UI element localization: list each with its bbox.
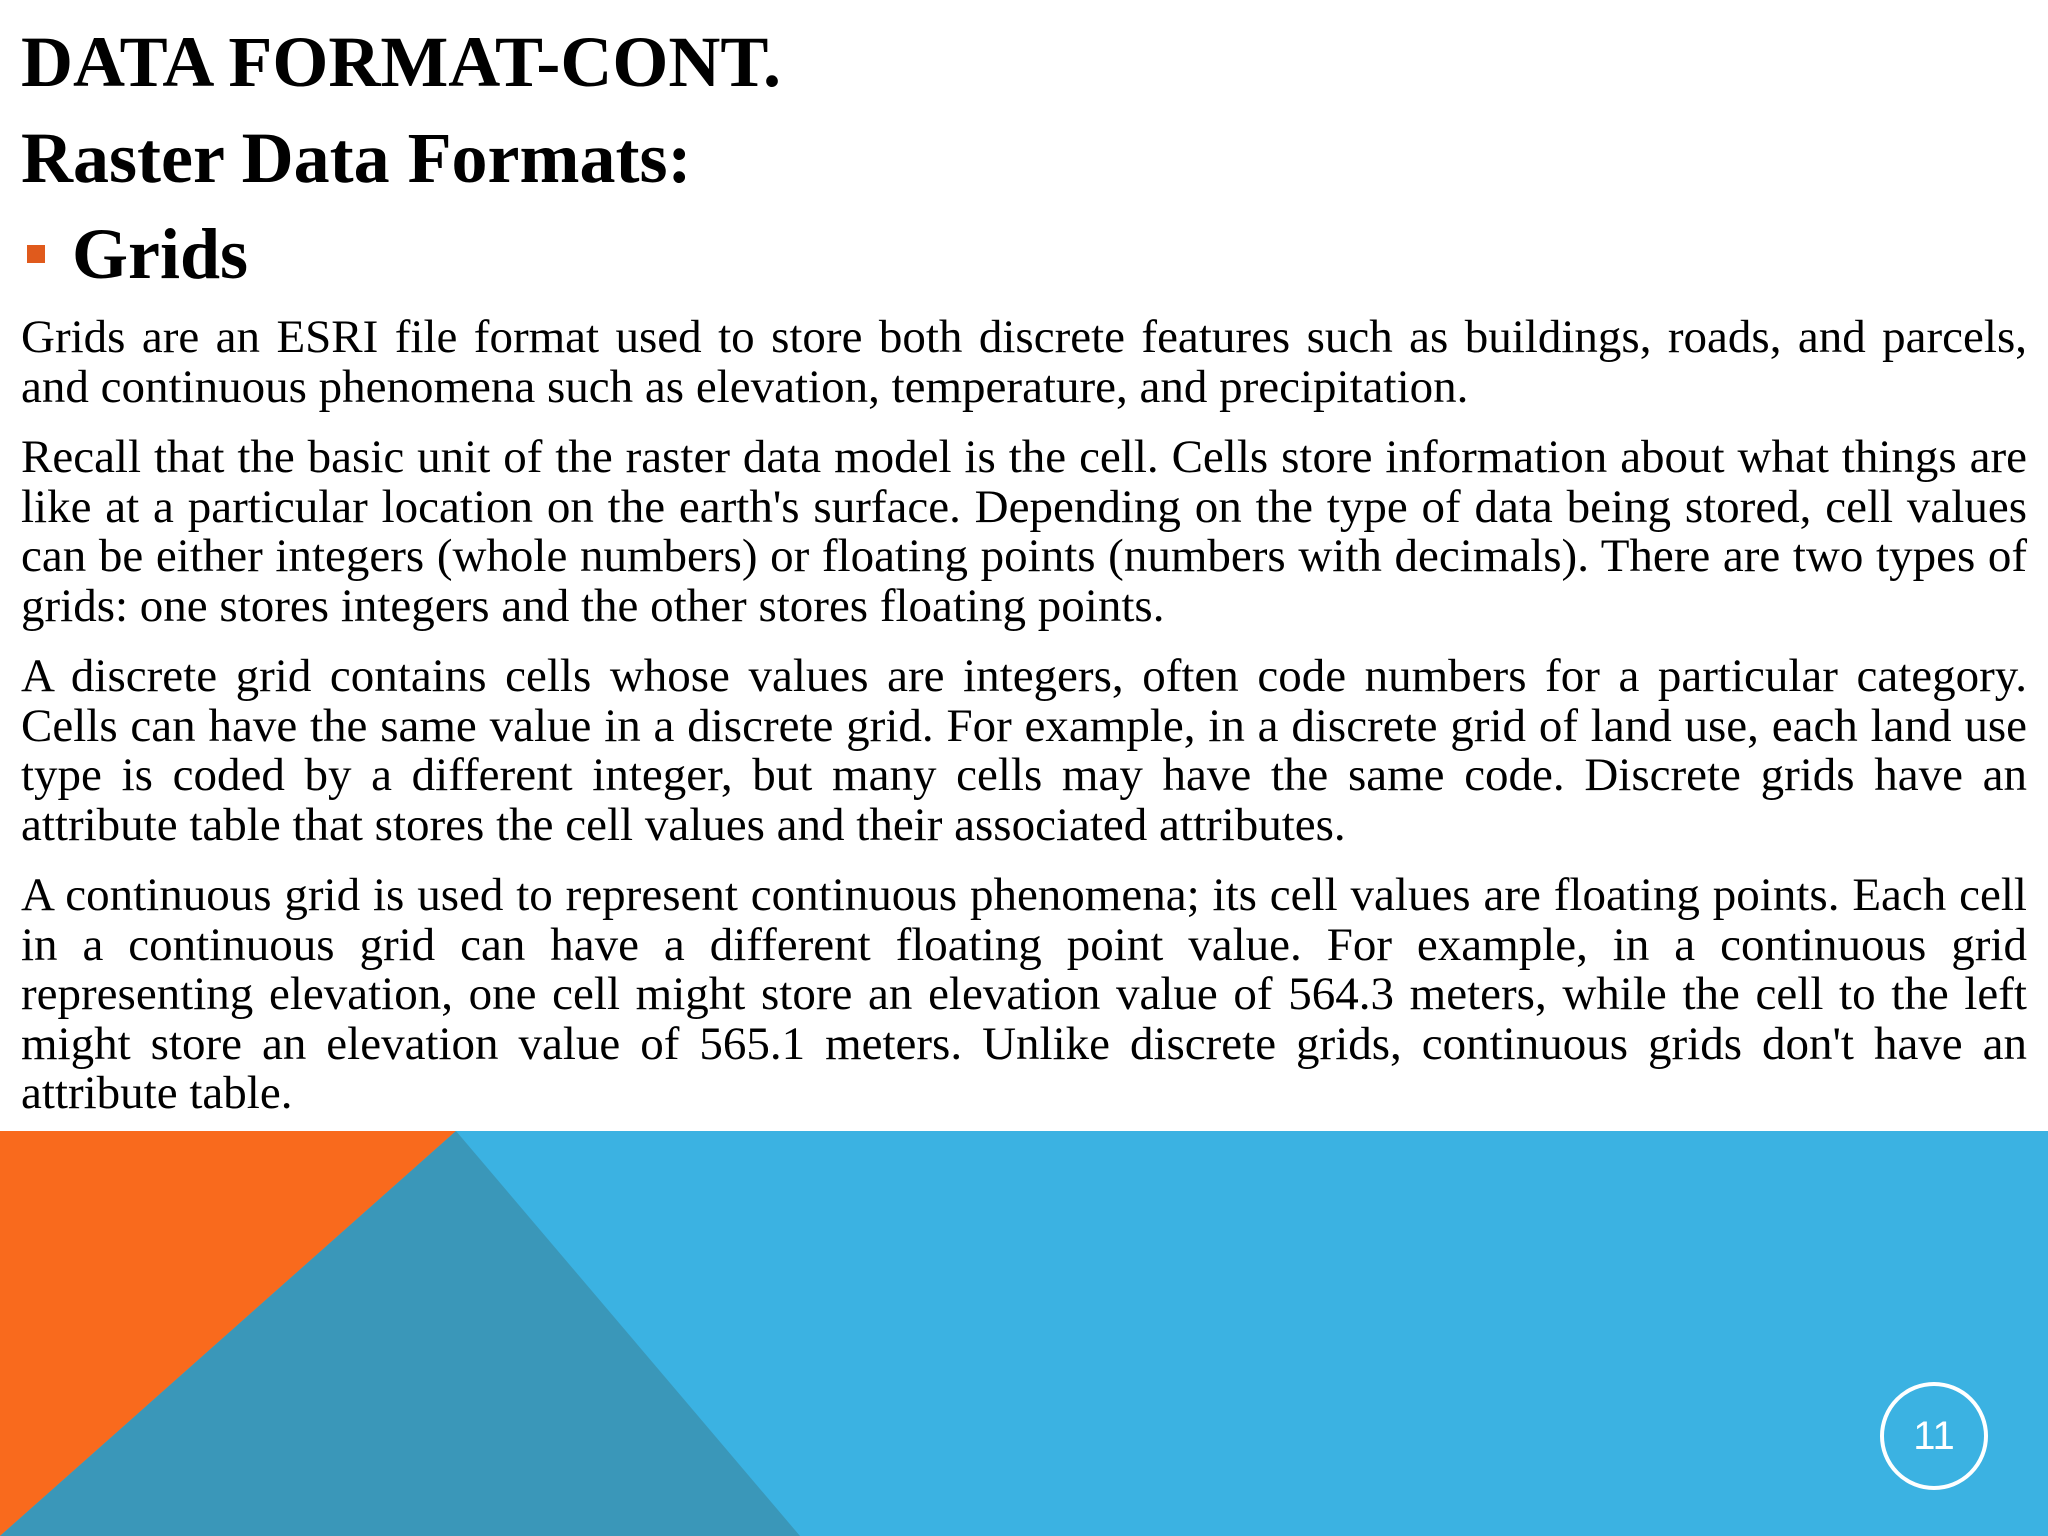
- slide-content: [21, 14, 2027, 1140]
- slide-title: DATA FORMAT-CONT.: [21, 22, 782, 102]
- page-number-badge: 11: [1880, 1382, 1988, 1490]
- slide-subtitle: Raster Data Formats:: [21, 118, 692, 198]
- square-bullet-icon: [27, 245, 45, 263]
- body-text: [21, 313, 2027, 1119]
- bullet-heading: Grids: [72, 214, 249, 294]
- decorative-footer: [0, 1131, 2048, 1536]
- paragraph-3: A discrete grid contains cells whose values are integers, often code numbers for a particular category. Cells can have the same value in a discrete grid. For example, in a discrete grid of land use, each land use type is coded by a different integer, but many cells may have the same code. Discrete grids have an attribute table that stores the cell values and their associated attributes.: [21, 650, 2027, 851]
- footer-shapes: [0, 1131, 2048, 1536]
- paragraph-2: Recall that the basic unit of the raster data model is the cell. Cells store information about what things are like at a particular location on the earth's surface. Depending on the type of data being stored, cell values can be either integers (whole numbers) or floating points (numbers with decimals). There are two types of grids: one stores integers and the other stores floating points.: [21, 431, 2027, 632]
- bullet-heading-row: [21, 206, 2027, 302]
- paragraph-4: A continuous grid is used to represent continuous phenomena; its cell values are floating points. Each cell in a continuous grid can have a different floating point value. For example, in a continuous grid representing elevation, one cell might store an elevation value of 564.3 meters, while the cell to the left might store an elevation value of 565.1 meters. Unlike discrete grids, continuous grids don't have an attribute table.: [21, 869, 2027, 1119]
- paragraph-1: Grids are an ESRI file format used to store both discrete features such as buildings, roads, and parcels, and continuous phenomena such as elevation, temperature, and precipitation.: [21, 311, 2027, 413]
